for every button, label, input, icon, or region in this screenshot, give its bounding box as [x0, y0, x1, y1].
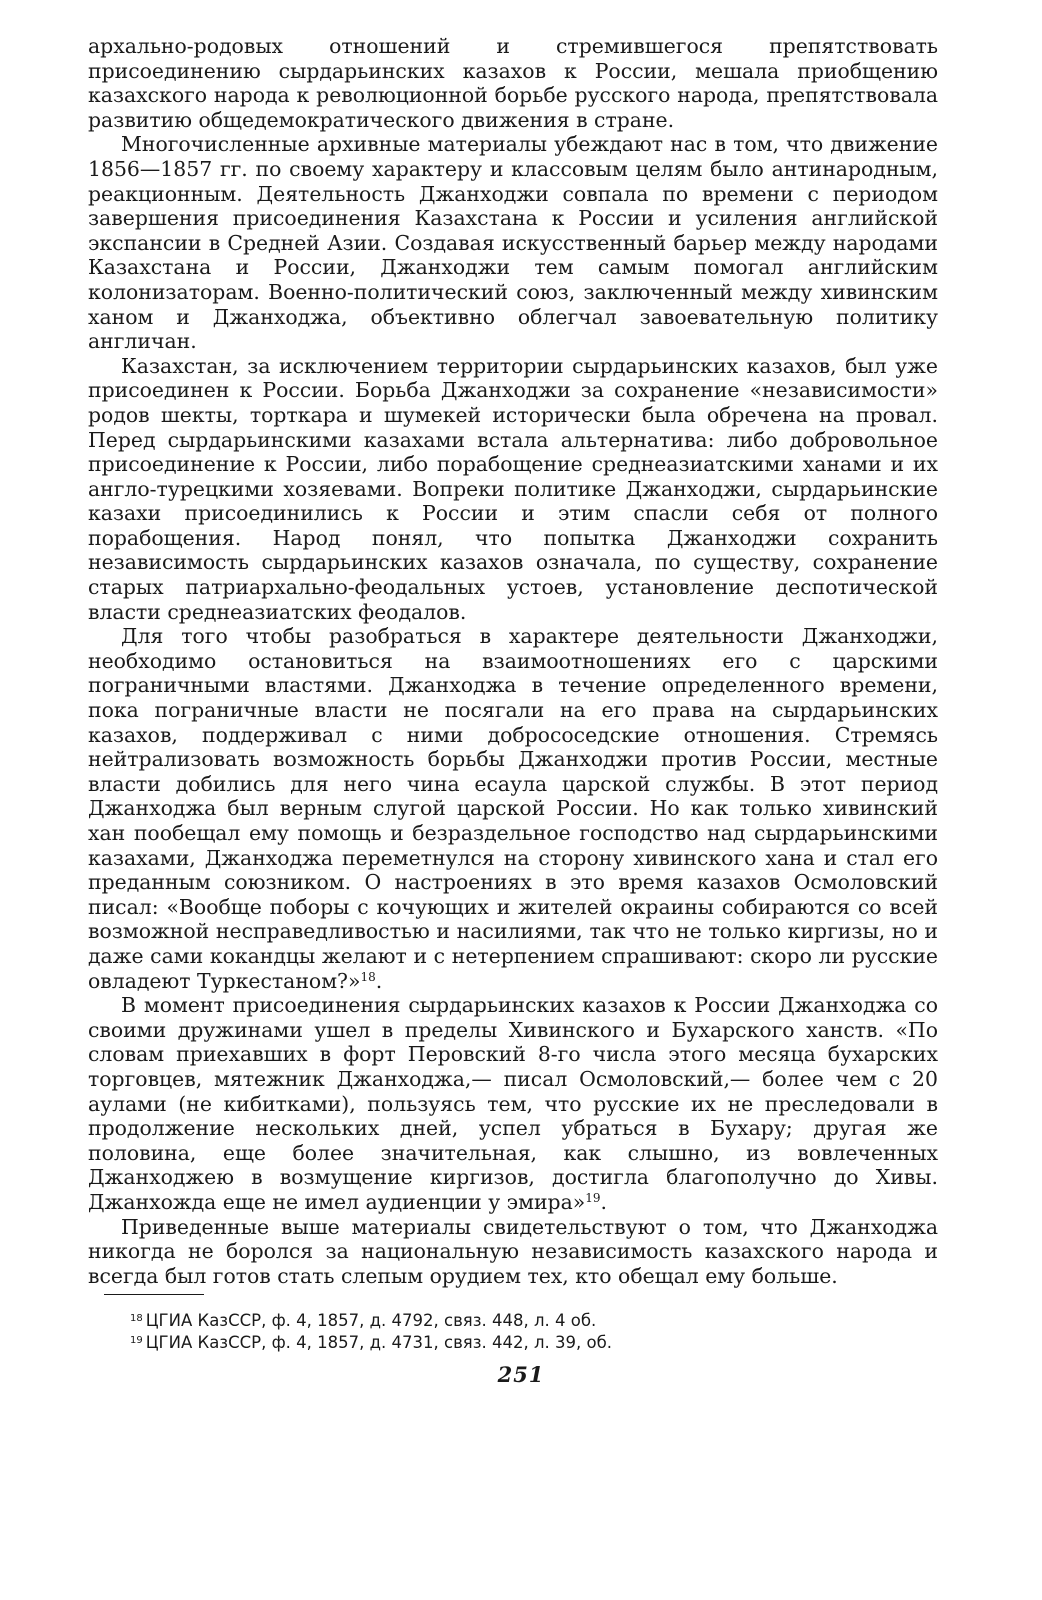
footnotes — [130, 1310, 890, 1354]
paragraph-6: Приведенные выше материалы свидетельствуют о том, что Джанходжа никогда не боролся за национальную независимость казахского народа и всегда был готов стать слепым орудием тех, кто обещал ему больше. — [88, 1214, 938, 1288]
paragraph-5: В момент присоединения сырдарьинских казахов к России Джанходжа со своими дружинами ушел в пределы Хивинского и Бухарского ханств. «По словам приехавших в форт Перовский 8-го числа этого месяца бухарских торговцев, мятежник Джанходжа,— писал Осмоловский,— более чем с 20 аулами (не кибитками), пользуясь тем, что русские их не преследовали в продолжение нескольких дней, успел убраться в Бухару; другая же половина, еще более значительная, как слышно, из вовлеченных Джанходжею в возмущение киргизов, достигла благополучно до Хивы. Джанхожда еще не имел аудиенции у эмира»$^{19}$. — [88, 993, 938, 1214]
paragraph-4: Для того чтобы разобраться в характере деятельности Джанходжи, необходимо остановиться на взаимоотношениях его с царскими пограничными властями. Джанходжа в течение определенного времени, пока пограничные власти не посягали на его права на сырдарьинских казахов, поддерживал с ними добрососедские отношения. Стремясь нейтрализовать возможность борьбы Джанходжи против России, местные власти добились для него чина есаула царской службы. В этот период Джанходжа был верным слугой царской России. Но как только хивинский хан пообещал ему помощь и безраздельное господство над сырдарьинскими казахами, Джанходжа переметнулся на сторону хивинского хана и стал его преданным союзником. О настроениях в это время казахов Осмоловский писал: «Вообще поборы с кочующих и жителей окраины собираются со всей возможной несправедливостью и насилиями, так что не только киргизы, но и даже сами кокандцы желают и с нетерпением спрашивают: скоро ли русские овладеют Туркестаном?»$^{18}$. — [88, 624, 938, 993]
paragraph-2: Многочисленные архивные материалы убеждают нас в том, что движение 1856—1857 гг. по своему характеру и классовым целям было антинародным, реакционным. Деятельность Джанходжи совпала по времени с периодом завершения присоединения Казахстана к России и усиления английской экспансии в Средней Азии. Создавая искусственный барьер между народами Казахстана и России, Джанходжи тем самым помогал английским колонизаторам. Военно-политический союз, заключенный между хивинским ханом и Джанходжа, объективно облегчал завоевательную политику англичан. — [88, 132, 938, 354]
main-text — [88, 34, 938, 1288]
footnote-ref-18[interactable]: 18 — [360, 969, 376, 984]
footnote-ref-19[interactable]: 19 — [585, 1190, 601, 1205]
footnote-text: ЦГИА КазССР, ф. 4, 1857, д. 4731, связ. 442, л. 39, об. — [145, 1333, 613, 1352]
footnote-text: ЦГИА КазССР, ф. 4, 1857, д. 4792, связ. 448, л. 4 об. — [145, 1311, 597, 1330]
footnote-number: 19 — [130, 1335, 143, 1346]
paragraph-3: Казахстан, за исключением территории сырдарьинских казахов, был уже присоединен к России. Борьба Джанходжи за сохранение «независимости» родов шекты, торткара и шумекей исторически была обречена на провал. Перед сырдарьинскими казахами встала альтернатива: либо добровольное присоединение к России, либо порабощение среднеазиатскими ханами и их англо-турецкими хозяевами. Вопреки политике Джанходжи, сырдарьинские казахи присоединились к России и этим спасли себя от полного порабощения. Народ понял, что попытка Джанходжи сохранить независимость сырдарьинских казахов означала, по существу, сохранение старых патриархально-феодальных устоев, установление деспотической власти среднеазиатских феодалов. — [88, 353, 938, 624]
footnote-divider — [104, 1294, 204, 1295]
page-body — [88, 34, 938, 1288]
paragraph-1: архально-родовых отношений и стремившегося препятствовать присоединению сырдарьинских казахов к России, мешала приобщению казахского народа к революционной борьбе русского народа, препятствовала развитию общедемократического движения в стране. — [88, 34, 938, 132]
footnote-18 — [130, 1310, 890, 1332]
page-number: 251 — [497, 1362, 545, 1387]
footnote-number: 18 — [130, 1313, 143, 1324]
footnote-19 — [130, 1332, 890, 1354]
